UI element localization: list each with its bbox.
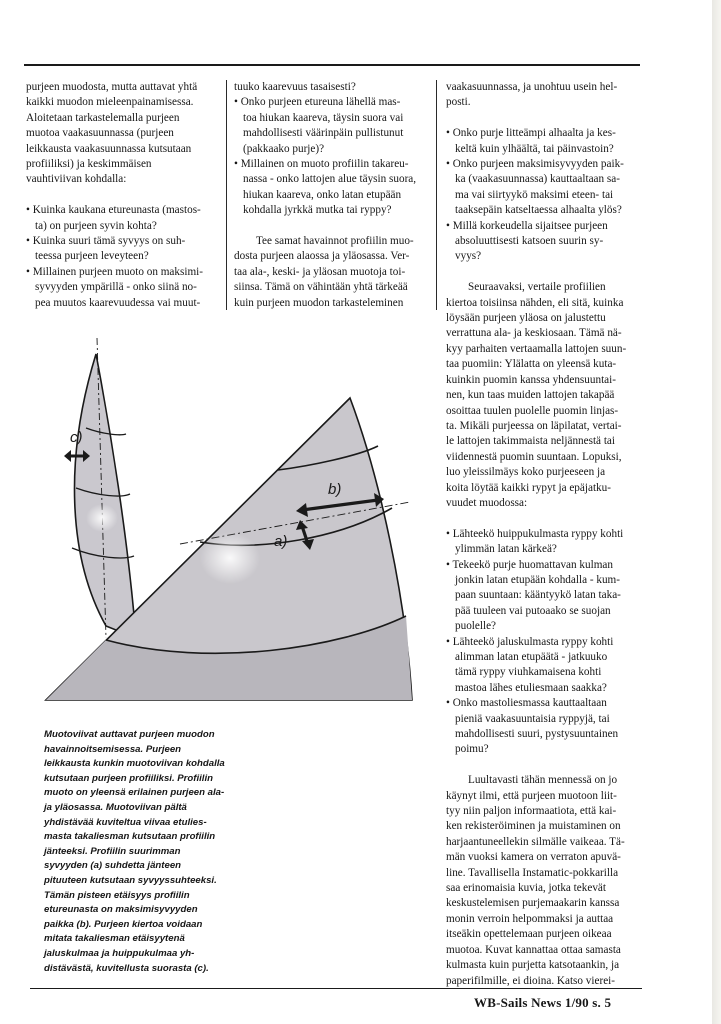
text-line: harjaantuneellekin silmälle vaikeaa. Tä-	[446, 835, 625, 848]
text-line: Tee samat havainnot profiilin muo-	[256, 235, 414, 248]
bullet-item	[26, 265, 219, 311]
column-1	[26, 80, 219, 311]
text-line: ta. Mikäli purjeessa on läpilatat, vertai-	[446, 419, 622, 432]
caption-line: havainnoitsemisessa. Purjeen	[44, 743, 182, 755]
text-line: Aloitetaan tarkastelemalla purjeen	[26, 111, 180, 124]
bullet-line: • Onko purjeen etureuna lähellä mas-	[234, 96, 401, 109]
bullet-item	[446, 635, 641, 697]
caption-line: jaluskulmaa ja huippukulmaa yh-	[44, 947, 195, 959]
text-line: löysään purjeen yläosa on jalustettu	[446, 312, 606, 325]
bullet-line: • Tekeekö purje huomattavan kulman	[446, 558, 613, 571]
text-line: viidennestä puomin suuntaan. Lopuksi,	[446, 450, 622, 463]
text-line: muotoa. Kuvat kannattaa ottaa samasta	[446, 943, 621, 956]
column-3	[446, 80, 641, 989]
text-line: taa puomiin: Ylälatta on yleensä kuta-	[446, 358, 617, 371]
text-line: kuinkin puomin kanssa yhdensuuntai-	[446, 373, 616, 386]
bullet-item	[26, 203, 219, 234]
bullet-line: hiukan kaareva, onko latan etupään	[243, 188, 402, 201]
bullet-item	[26, 234, 219, 265]
label-c: c)	[70, 429, 83, 446]
text-line: vauhtiviivan kohdalla:	[26, 173, 127, 186]
col3-paragraph-2	[446, 280, 641, 511]
caption-line: masta takaliesman kutsutaan profiilin	[44, 831, 216, 843]
caption-line: muoto on yleensä erilainen purjeen ala-	[44, 787, 225, 799]
caption-line: Tämän pisteen etäisyys profiilin	[44, 889, 190, 901]
page-edge	[712, 0, 721, 1024]
bullet-line: • Millainen on muoto profiilin takareu-	[234, 158, 409, 171]
caption-line: etureunasta on maksimisyvyyden	[44, 904, 198, 916]
bullet-line: • Onko purjeen maksimisyvyyden paik-	[446, 158, 624, 171]
text-line: Luultavasti tähän mennessä on jo	[468, 774, 618, 787]
col1-paragraph	[26, 80, 219, 188]
text-line: le lattojen takimmaista neljännestä tai	[446, 435, 615, 448]
bullet-line: • Millainen purjeen muoto on maksimi-	[26, 265, 203, 278]
text-line: luo yleissilmäys koko purjeeseen ja	[446, 466, 606, 479]
text-line: itseäkin opettelemaan purjeen oikeaa	[446, 928, 612, 941]
bullet-item	[446, 157, 641, 219]
bullet-item	[234, 95, 428, 157]
col2-bullet-list	[234, 95, 428, 218]
text-line: käynyt ilmi, että purjeen muotoon liit-	[446, 789, 617, 802]
caption-line: paikka (b). Purjeen kiertoa voidaan	[44, 918, 203, 930]
text-line: posti.	[446, 96, 471, 109]
bullet-item	[446, 558, 641, 635]
caption-line: distävästä, kuvitellusta suorasta (c).	[44, 962, 209, 974]
text-line: kuin purjeen muodon tarkasteleminen	[234, 296, 404, 309]
text-line: vaakasuunnassa, ja unohtuu usein hel-	[446, 81, 618, 93]
text-line: män vuoksi kamera on verraton apuvä-	[446, 851, 621, 864]
bullet-line: • Onko purje litteämpi alhaalta ja kes-	[446, 127, 616, 140]
column-2	[234, 80, 428, 311]
bullet-line: absoluuttisesti katsoen suurin sy-	[455, 235, 604, 248]
arrow-c-left	[64, 450, 71, 462]
caption-line: syvyyden (a) suhdetta jänteen	[44, 860, 182, 872]
text-line: profiiliksi) ja keskimmäisen	[26, 158, 152, 171]
bullet-line: paan suuntaan: kääntyykö latan taka-	[455, 589, 621, 602]
text-line: kyy parhaiten vertaamalla lattojen suun-	[446, 342, 627, 355]
col3-bullet-list-1	[446, 126, 641, 265]
caption-line: yhdistävää kuviteltua viivaa etulies-	[44, 816, 207, 828]
bullet-item	[446, 219, 641, 265]
bullet-item	[446, 696, 641, 758]
caption-line: pituuteen kutsutaan syvyyssuhteeksi.	[44, 874, 217, 886]
text-line: kulmasta kuin purjetta katsotaankin, ja	[446, 959, 620, 972]
bullet-line: • Kuinka suuri tämä syvyys on suh-	[26, 235, 186, 248]
column-divider-2	[436, 80, 437, 310]
bullet-line: mahdollisesti suuri, pystysuuntainen	[455, 728, 619, 741]
caption-line: kutsutaan purjeen profiiliksi. Profiilin	[44, 772, 213, 784]
bullet-line: mastoa lähes etuliesmaan saakka?	[455, 681, 607, 694]
bullet-line: teessa purjeen leveyteen?	[35, 250, 149, 263]
caption-line: jänteeksi. Profiilin suurimman	[44, 845, 181, 857]
bullet-line: pea muutos kaarevuudessa vai muut-	[35, 296, 201, 309]
top-rule	[24, 64, 640, 66]
text-line: kiertoa toisiinsa nähden, eli sitä, kuinka	[446, 296, 624, 309]
text-line: vuudet muodossa:	[446, 496, 528, 509]
bullet-line: taaksepäin katseltaessa alhaalta ylös?	[455, 204, 622, 217]
col3-paragraph-3	[446, 773, 641, 989]
column-divider-1	[226, 80, 227, 310]
bullet-line: • Millä korkeudella sijaitsee purjeen	[446, 219, 608, 232]
text-line: monin verroin helpommaksi ja auttaa	[446, 912, 614, 925]
text-line: osoittaa tuulen puolelle puomin linjas-	[446, 404, 619, 417]
bullet-line: • Lähteekö huippukulmasta ryppy kohti	[446, 527, 624, 540]
col3-paragraph-1	[446, 80, 641, 111]
bullet-line: kohdalla jyrkkä mutka tai ryppy?	[243, 204, 392, 217]
bullet-line: • Kuinka kaukana etureunasta (mastos-	[26, 204, 201, 217]
col3-bullet-list-2	[446, 527, 641, 758]
bullet-line: poimu?	[455, 743, 489, 756]
text-line: dosta purjeen alaossa ja yläosassa. Ver-	[234, 250, 410, 263]
text-line: koita löytää kaikki rypyt ja epäjatku-	[446, 481, 611, 494]
bullet-line: mahdollisesti väärinpäin pullistunut	[243, 127, 404, 140]
bullet-line: pieniä vaakasuuntaisia ryppyjä, tai	[455, 712, 610, 725]
side-view-sail	[64, 338, 136, 638]
text-line: tyy niin paljon informaatiota, että kai-	[446, 805, 617, 818]
bullet-item	[446, 126, 641, 157]
caption-line: ja yläosassa. Muotoviivan pältä	[44, 801, 187, 813]
text-line: siinsa. Tämä on vähintään yhtä tärkeää	[234, 281, 408, 294]
text-line: Seuraavaksi, vertaile profiilien	[468, 281, 606, 294]
text-line: kaikki muodon mieleenpainamisessa.	[26, 96, 194, 109]
text-line: verrattuna ala- ja keskiosaan. Tämä nä-	[446, 327, 622, 340]
figure-caption	[44, 728, 262, 976]
col2-continuation: tuuko kaarevuus tasaisesti?	[234, 81, 356, 93]
col1-bullet-list	[26, 203, 219, 311]
bullet-line: ta) on purjeen syvin kohta?	[35, 219, 157, 232]
bullet-item	[446, 527, 641, 558]
text-line: taa ala-, keski- ja yläosan muotoja toi-	[234, 265, 406, 278]
text-line: paperifilmille, ei dioina. Katso vierei-	[446, 974, 615, 987]
text-line: leikkausta vaakasuunnassa kutsutaan	[26, 142, 192, 155]
label-a: a)	[274, 533, 288, 550]
sail-diagram	[40, 338, 420, 708]
bullet-line: pää tuuleen vai putoaako se suojan	[455, 604, 611, 617]
page-footer: WB-Sails News 1/90 s. 5	[474, 995, 612, 1010]
bottom-rule	[30, 988, 642, 989]
text-line: line. Tavallisella Instamatic-pokkarilla	[446, 866, 619, 879]
bullet-line: syvyyden ympärillä - onko siinä no-	[35, 281, 197, 294]
bullet-line: alimman latan etupäätä - jatkuuko	[455, 650, 608, 663]
text-line: ken rekisteröiminen ja muistaminen on	[446, 820, 621, 833]
bullet-line: ma vai siirtyykö maksimi eteen- tai	[455, 188, 614, 201]
bullet-line: toa hiukan kaareva, täysin suora vai	[243, 111, 404, 124]
bullet-line: puolelle?	[455, 620, 497, 633]
bullet-line: • Onko mastoliesmassa kauttaaltaan	[446, 697, 607, 710]
label-b: b)	[328, 481, 342, 498]
caption-line: leikkausta kunkin muotoviivan kohdalla	[44, 758, 225, 770]
bullet-line: ka (vaakasuunnassa) kauttaaltaan sa-	[455, 173, 620, 186]
col2-paragraph	[234, 234, 428, 311]
bullet-line: nassa - onko lattojen alue täysin suora,	[243, 173, 417, 186]
text-line: saa erinomaisia kuvia, jotka tekevät	[446, 882, 606, 895]
text-line: muotoa vaakasuunnassa (purjeen	[26, 127, 174, 140]
text-line: purjeen muodosta, mutta auttavat yhtä	[26, 81, 198, 93]
caption-line: Muotoviivat auttavat purjeen muodon	[44, 729, 215, 740]
text-line: nen, kun taas muiden lattojen takapää	[446, 389, 615, 402]
bullet-item	[234, 157, 428, 219]
bullet-line: jonkin latan etupään kohdalla - kum-	[455, 573, 620, 586]
bullet-line: vyys?	[455, 250, 482, 263]
bullet-line: keltä kuin ylhäältä, tai päinvastoin?	[455, 142, 614, 155]
bullet-line: tämä ryppy viuhkamaisena kohti	[455, 666, 602, 679]
text-line: keskustelemisen purjemaakarin kanssa	[446, 897, 620, 910]
bullet-line: (pakkaako purje)?	[243, 142, 325, 155]
bullet-line: ylimmän latan kärkeä?	[455, 543, 557, 556]
caption-line: mitata takaliesman etäisyytenä	[44, 933, 185, 945]
bullet-line: • Lähteekö jaluskulmasta ryppy kohti	[446, 635, 614, 648]
